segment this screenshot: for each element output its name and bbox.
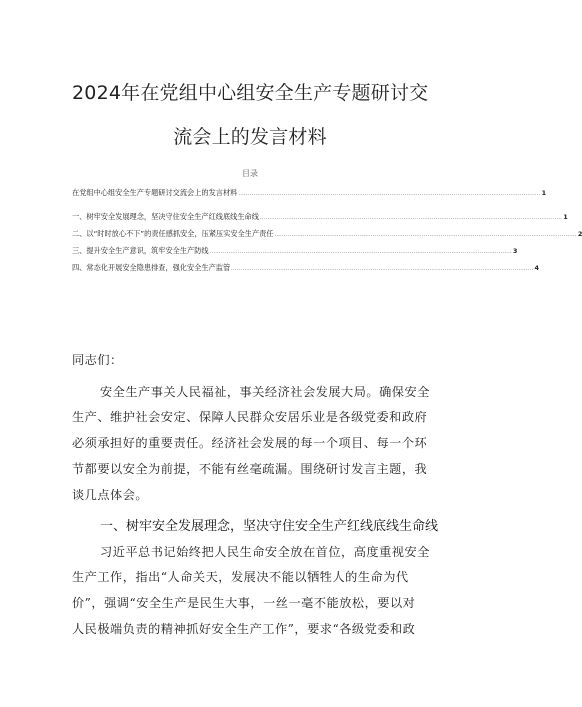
toc-entry-text: 在党组中心组安全生产专题研讨交流会上的发言材料 [72,188,238,197]
paragraph-line: 价”，强调“安全生产是民生大事，一丝一毫不能放松，要以对 [72,596,416,610]
toc-leader-dots: ................................................................................................................................................................ [238,191,541,197]
paragraph-line: 习近平总书记始终把人民生命安全放在首位，高度重视安全 [100,545,430,559]
toc-entry[interactable] [72,229,582,239]
toc-entry-page: 3 [512,247,518,255]
toc-entry-text: 一、树牢安全发展理念，坚决守住安全生产红线底线生命线 [72,212,259,221]
document-title-line-2: 流会上的发言材料 [173,126,327,148]
toc-leader-dots: ................................................................................................................................................................ [209,249,512,255]
toc-entry[interactable] [72,263,539,273]
toc-entry-text: 二、以“时时放心不下”的责任感抓安全，压紧压实安全生产责任 [72,229,274,238]
paragraph-line: 生产工作，指出“人命关天，发展决不能以牺牲人的生命为代 [72,570,409,584]
paragraph-line: 生产、维护社会安定、保障人民群众安居乐业是各级党委和政府 [72,410,428,424]
toc-entry[interactable] [72,188,547,198]
paragraph-line: 节都要以安全为前提，不能有丝毫疏漏。围绕研讨发言主题，我 [72,462,428,476]
toc-entry-page: 4 [534,264,539,272]
toc-entry-page: 2 [577,230,582,238]
toc-heading: 目录 [242,169,258,178]
toc-leader-dots: ................................................................................................................................................................ [231,266,534,272]
toc-entry-text: 三、提升安全生产意识，筑牢安全生产防线 [72,246,209,255]
paragraph-line: 必须承担好的重要责任。经济社会发展的每一个项目、每一个环 [72,436,428,450]
toc-leader-dots: ................................................................................................................................................................ [259,215,563,221]
toc-entry[interactable] [72,212,568,222]
toc-entry-page: 1 [541,189,547,197]
paragraph-line: 安全生产事关人民福祉，事关经济社会发展大局。确保安全 [100,385,430,399]
toc-entry[interactable] [72,246,518,256]
paragraph-line: 谈几点体会。 [72,488,149,502]
toc-leader-dots: ................................................................................................................................................................ [274,232,577,238]
paragraph-line: 人民极端负责的精神抓好安全生产工作”，要求“各级党委和政 [72,622,416,636]
salutation: 同志们： [72,353,123,367]
document-title-line-1: 2024年在党组中心组安全生产专题研讨交 [72,82,429,104]
section-heading: 一、树牢安全发展理念，坚决守住安全生产红线底线生命线 [100,519,439,534]
toc-entry-page: 1 [563,213,568,221]
toc-entry-text: 四、常态化开展安全隐患排查，强化安全生产监管 [72,263,231,272]
